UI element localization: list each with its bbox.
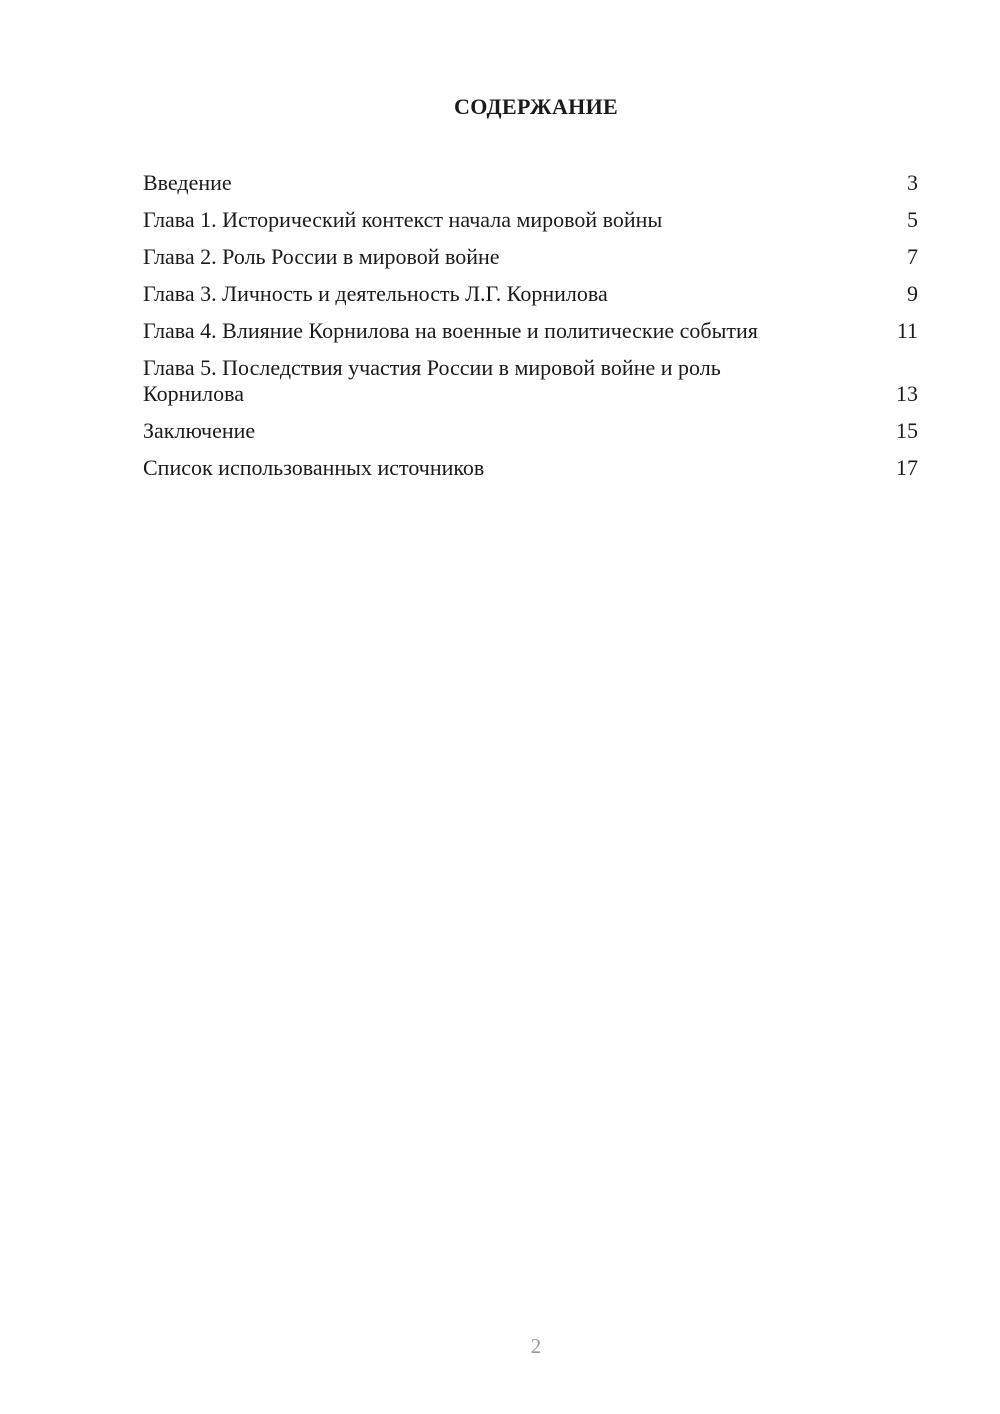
toc-entry-chapter-1 (143, 207, 918, 233)
toc-entry-references (143, 455, 918, 481)
toc-entry-page: 3 (907, 170, 918, 195)
toc-entry-title: Заключение (143, 418, 256, 443)
toc-entry-title: Глава 2. Роль России в мировой войне (143, 244, 500, 269)
toc-entry-title: Введение (143, 170, 232, 195)
toc-entry-conclusion (143, 418, 918, 444)
toc-entry-introduction (143, 170, 918, 196)
table-of-contents (143, 170, 918, 492)
toc-entry-page: 7 (907, 244, 918, 269)
toc-entry-chapter-4 (143, 318, 918, 344)
toc-entry-chapter-5 (143, 355, 918, 407)
toc-heading (0, 94, 1000, 120)
toc-entry-page: 17 (896, 455, 918, 480)
toc-entry-page: 11 (896, 318, 918, 343)
toc-heading-text: СОДЕРЖАНИЕ (454, 94, 618, 119)
page-number: 2 (530, 1334, 542, 1358)
toc-entry-page: 9 (907, 281, 918, 306)
toc-entry-chapter-3 (143, 281, 918, 307)
toc-entry-title: Глава 3. Личность и деятельность Л.Г. Корнилова (143, 281, 608, 306)
toc-entry-page: 5 (907, 207, 918, 232)
toc-entry-title: Глава 5. Последствия участия России в мировой войне и роль Корнилова (143, 355, 721, 406)
toc-entry-chapter-2 (143, 244, 918, 270)
toc-entry-title: Список использованных источников (143, 455, 485, 480)
toc-entry-title: Глава 1. Исторический контекст начала мировой войны (143, 207, 663, 232)
toc-entry-page: 15 (896, 418, 918, 443)
toc-entry-title: Глава 4. Влияние Корнилова на военные и политические события (143, 318, 758, 343)
toc-entry-page: 13 (896, 381, 918, 406)
